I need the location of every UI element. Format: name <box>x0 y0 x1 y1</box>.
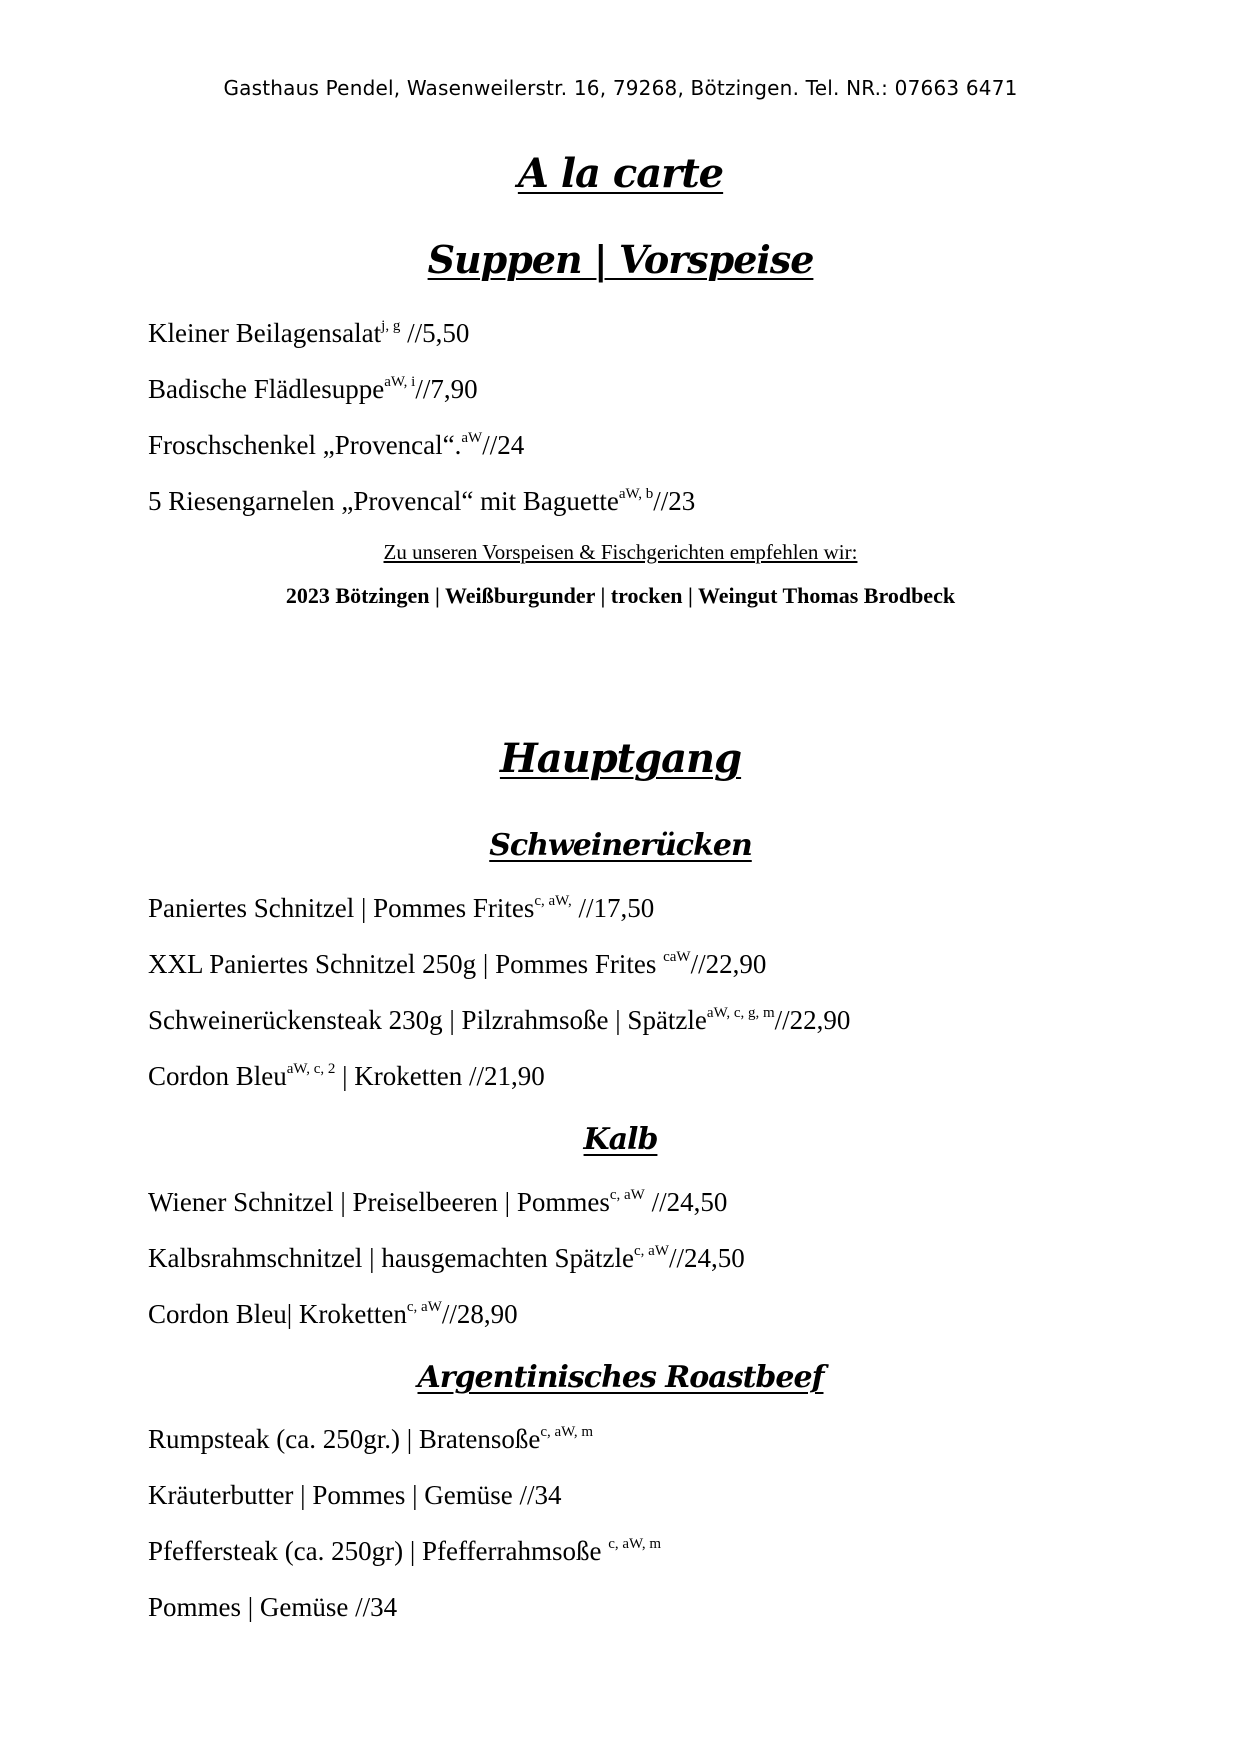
item-allergens: aW, c, g, m <box>706 1005 775 1021</box>
item-allergens: c, aW <box>609 1187 645 1203</box>
item-allergens: aW <box>461 430 483 446</box>
menu-item <box>148 891 654 925</box>
item-allergens: aW, i <box>384 374 416 390</box>
item-name: Pommes | Gemüse //34 <box>148 1592 398 1622</box>
item-allergens: aW, c, 2 <box>286 1061 336 1077</box>
item-price: //24 <box>482 430 525 460</box>
item-name: Froschschenkel „Provencal“. <box>148 430 462 460</box>
menu-item <box>148 1590 397 1624</box>
item-allergens: aW, b <box>618 486 654 502</box>
item-allergens: c, aW, <box>534 893 572 909</box>
item-name: Kalbsrahmschnitzel | hausgemachten Spätzle <box>148 1243 634 1273</box>
category-heading-roastbeef: Argentinisches Roastbeef <box>417 1360 824 1395</box>
item-allergens: c, aW <box>406 1299 442 1315</box>
category-heading-schwein: Schweinerücken <box>489 828 752 863</box>
item-allergens: c, aW, m <box>540 1424 594 1440</box>
section-heading-suppen: Suppen | Vorspeise <box>427 237 814 282</box>
menu-item <box>148 1297 518 1331</box>
menu-item <box>148 316 469 350</box>
menu-item <box>148 1478 561 1512</box>
item-allergens: c, aW, m <box>608 1536 661 1552</box>
wine-recommendation: 2023 Bötzingen | Weißburgunder | trocken | Weingut Thomas Brodbeck <box>285 583 956 608</box>
section-heading-hauptgang: Hauptgang <box>499 735 742 782</box>
item-allergens: c, aW <box>634 1243 669 1259</box>
menu-item <box>148 1422 593 1456</box>
item-name: Cordon Bleu <box>148 1061 287 1091</box>
item-name: Pfeffersteak (ca. 250gr) | Pfefferrahmsoße <box>148 1536 609 1566</box>
menu-item <box>148 372 478 406</box>
wine-recommendation-label: Zu unseren Vorspeisen & Fischgerichten empfehlen wir: <box>383 540 858 564</box>
page-title: A la carte <box>517 150 724 197</box>
item-price: //28,90 <box>441 1299 518 1329</box>
category-heading-kalb: Kalb <box>583 1122 658 1157</box>
restaurant-address: Gasthaus Pendel, Wasenweilerstr. 16, 79268, Bötzingen. Tel. NR.: 07663 6471 <box>223 76 1018 100</box>
item-price: | Kroketten //21,90 <box>335 1061 545 1091</box>
menu-item <box>148 1185 727 1219</box>
menu-item <box>148 1003 850 1037</box>
item-name: Kräuterbutter | Pommes | Gemüse //34 <box>148 1480 562 1510</box>
item-price: //22,90 <box>774 1005 851 1035</box>
item-allergens: caW <box>663 949 691 965</box>
item-name: Rumpsteak (ca. 250gr.) | Bratensoße <box>148 1424 541 1454</box>
item-name: Kleiner Beilagensalat <box>148 318 382 348</box>
item-name: Paniertes Schnitzel | Pommes Frites <box>148 893 535 923</box>
item-price: //23 <box>653 486 696 516</box>
menu-item <box>148 484 695 518</box>
menu-item <box>148 1059 545 1093</box>
item-name: Wiener Schnitzel | Preiselbeeren | Pommes <box>148 1187 610 1217</box>
item-name: XXL Paniertes Schnitzel 250g | Pommes Frites <box>148 949 664 979</box>
item-price: //17,50 <box>571 893 655 923</box>
menu-item <box>148 947 766 981</box>
item-name: 5 Riesengarnelen „Provencal“ mit Baguette <box>148 486 619 516</box>
menu-item <box>148 1534 661 1568</box>
menu-item <box>148 1241 745 1275</box>
item-name: Cordon Bleu| Kroketten <box>148 1299 407 1329</box>
item-price: //22,90 <box>690 949 767 979</box>
item-name: Badische Flädlesuppe <box>148 374 385 404</box>
item-price: //5,50 <box>400 318 470 348</box>
item-allergens: j, g <box>381 318 401 334</box>
item-price: //24,50 <box>668 1243 745 1273</box>
item-name: Schweinerückensteak 230g | Pilzrahmsoße | Spätzle <box>148 1005 707 1035</box>
menu-item <box>148 428 524 462</box>
item-price: //7,90 <box>415 374 478 404</box>
item-price: //24,50 <box>644 1187 728 1217</box>
